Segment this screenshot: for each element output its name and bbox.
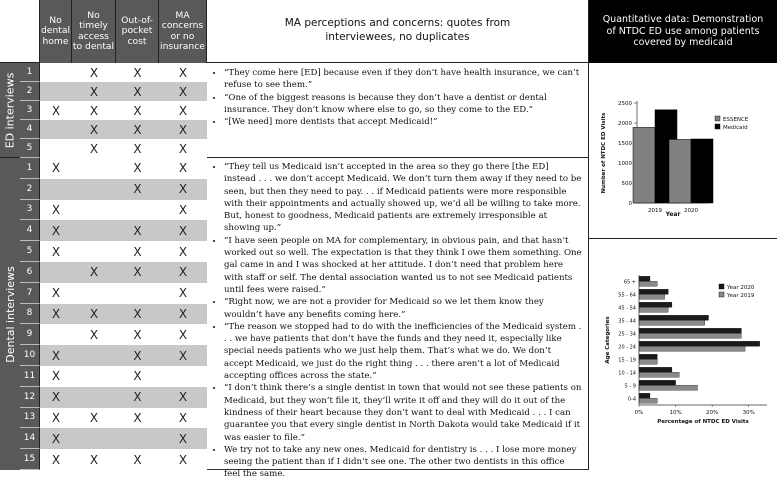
y-tick-label: 20 - 24 [618, 344, 636, 351]
dental-mark-cell: X [159, 283, 207, 304]
hbar-year-2020 [639, 289, 668, 294]
dental-mark-cell: X [40, 241, 72, 262]
col-header-ma-concerns: MA concerns or no insurance [159, 0, 207, 63]
y-tick-label: 45 - 54 [618, 305, 636, 312]
dental-mark-cell [116, 200, 159, 221]
quote-item: • “They tell us Medicaid isn’t accepted in the area so they go there [the ED] instead . . . we don’t accept Medicaid. We don’t turn them away if they need to be seen, but then they need to pay. . . if Medicaid patients were more responsible with their appointments and actually showed up, we’d all be willing to take more. But, honest to goodness, Medicaid patients are extremely irresponsible at showing up.” [224, 161, 582, 235]
bar-medicaid [691, 139, 713, 203]
dental-mark-cell: X [159, 408, 207, 429]
dental-mark-cell: X [159, 387, 207, 408]
col-header-no-timely-access: No timely access to dental [72, 0, 116, 63]
y-tick-label: 10 - 14 [618, 370, 636, 377]
ed-mark-cell: X [116, 82, 159, 101]
dental-mark-cell: X [116, 345, 159, 366]
legend-swatch [719, 284, 724, 289]
x-tick-label: 10% [669, 410, 682, 416]
hbar-year-2020 [639, 367, 672, 372]
dental-row-number: 8 [20, 304, 40, 325]
dental-mark-cell [72, 241, 116, 262]
hbar-year-2020 [639, 393, 650, 398]
y-tick-label: 25 - 34 [618, 331, 636, 338]
dental-row-number: 5 [20, 241, 40, 262]
quote-item: • We try not to take any new ones. Medicaid for dentistry is . . . I lose more money seeing the patient than if I didn’t see one. The other two dentists in this office feel the same. [224, 444, 582, 481]
dental-mark-cell [72, 345, 116, 366]
dental-mark-cell: X [159, 304, 207, 325]
chart-ed-visits-by-year [589, 63, 777, 239]
bar-essence [633, 127, 655, 203]
dental-mark-cell: X [40, 304, 72, 325]
dental-mark-cell: X [116, 241, 159, 262]
legend-swatch [715, 124, 720, 129]
dental-row-number: 6 [20, 262, 40, 283]
legend-label: Year 2020 [727, 285, 755, 291]
dental-row-number: 11 [20, 366, 40, 387]
y-tick-label: 2500 [618, 101, 632, 107]
dental-mark-cell [40, 262, 72, 283]
legend-swatch [719, 292, 724, 297]
y-tick-label: 1000 [618, 161, 632, 167]
y-tick-label: 35 - 44 [618, 318, 636, 325]
ed-row-number: 2 [20, 82, 40, 101]
chart-ed-visits-by-age [589, 239, 777, 470]
dental-mark-cell [116, 283, 159, 304]
y-tick-label: 500 [621, 181, 632, 187]
dental-mark-cell: X [40, 158, 72, 179]
dental-mark-cell: X [159, 179, 207, 200]
ed-mark-cell: X [116, 63, 159, 82]
dental-mark-cell: X [159, 158, 207, 179]
hbar-year-2019 [639, 307, 668, 312]
hbar-year-2019 [639, 372, 679, 377]
dental-mark-cell: X [72, 449, 116, 470]
y-tick-label: 65 + [623, 279, 636, 286]
quote-item: • “The reason we stopped had to do with the inefficiencies of the Medicaid system . . . we have patients that don’t have the funds and they need it, especially like special needs patients who we just help them. That’s what we do. We don’t accept Medicaid, we just do the right thing . . . there aren’t a lot of Medicaid accepting offices across the state.” [224, 321, 582, 382]
ed-mark-cell: X [159, 120, 207, 139]
ed-mark-cell: X [159, 63, 207, 82]
dental-row-number: 12 [20, 387, 40, 408]
hbar-year-2019 [639, 281, 657, 286]
hbar-year-2019 [639, 346, 745, 351]
ed-mark-cell: X [72, 120, 116, 139]
dental-mark-cell [116, 428, 159, 449]
hbar-year-2020 [639, 380, 676, 385]
hbar-year-2020 [639, 354, 657, 359]
dental-mark-cell: X [116, 304, 159, 325]
ed-mark-cell: X [72, 82, 116, 101]
section-label-ed: ED interviews [0, 63, 20, 158]
hbar-year-2020 [639, 276, 650, 281]
dental-mark-cell: X [40, 200, 72, 221]
ed-mark-cell [40, 120, 72, 139]
dental-mark-cell: X [159, 220, 207, 241]
dental-row-number: 10 [20, 345, 40, 366]
ed-mark-cell: X [116, 101, 159, 120]
quote-item: • “I don’t think there’s a single dentist in town that would not see these patients on Medicaid, but they won’t file it, they’ll write it off and they will do it out of the kindness of their heart because they don’t want to deal with Medicaid . . . I can guarantee you that every single dentist in North Dakota would take Medicaid if it was easier to file.” [224, 382, 582, 443]
ed-mark-cell: X [159, 139, 207, 158]
dental-mark-cell: X [116, 387, 159, 408]
dental-mark-cell: X [40, 428, 72, 449]
dental-row-number: 15 [20, 449, 40, 470]
dental-row-number: 1 [20, 158, 40, 179]
legend-label: Year 2019 [727, 293, 755, 299]
ed-mark-cell: X [116, 120, 159, 139]
legend-label: Medicaid [723, 125, 748, 131]
dental-mark-cell: X [40, 387, 72, 408]
ed-row-number: 4 [20, 120, 40, 139]
ed-mark-cell [40, 139, 72, 158]
dental-row-number: 9 [20, 324, 40, 345]
dental-mark-cell [72, 200, 116, 221]
dental-mark-cell: X [40, 366, 72, 387]
y-tick-label: 2000 [618, 121, 632, 127]
dental-row-number: 14 [20, 428, 40, 449]
section-label-dental: Dental interviews [0, 158, 20, 470]
hbar-year-2019 [639, 333, 741, 338]
ed-row-number: 1 [20, 63, 40, 82]
y-tick-label: 15 - 19 [618, 357, 636, 364]
quote-item: • “I have seen people on MA for complementary, in obvious pain, and that hasn’t worked out so well. The expectation is that they think I owe them something. One gal came in and I was shocked at her attitude. I don’t need that problem here with staff or self. The dental association wanted us to not see Medicaid patients until fees were raised.” [224, 235, 582, 296]
corner-cell [0, 0, 40, 63]
quote-item: • “Right now, we are not a provider for Medicaid so we let them know they wouldn’t have any benefits coming here.” [224, 296, 582, 321]
dental-mark-cell: X [116, 449, 159, 470]
dental-mark-cell: X [116, 366, 159, 387]
ed-mark-cell: X [72, 101, 116, 120]
dental-mark-cell: X [159, 241, 207, 262]
dental-mark-cell [159, 366, 207, 387]
bar-essence [669, 139, 691, 203]
hbar-year-2020 [639, 341, 760, 346]
dental-mark-cell: X [116, 408, 159, 429]
col-header-quantitative: Quantitative data: Demonstration of NTDC ED use among patients covered by medicaid [589, 0, 777, 63]
col-header-no-dental-home: No dental home [40, 0, 72, 63]
hbar-year-2020 [639, 315, 708, 320]
dental-row-number: 7 [20, 283, 40, 304]
hbar-year-2019 [639, 320, 705, 325]
legend-label: ESSENCE [723, 117, 749, 123]
quote-item: • “One of the biggest reasons is because they don’t have a dentist or dental insurance. They don’t know where else to go, so they come to the ED.” [224, 92, 582, 117]
chart-1-svg [589, 63, 777, 239]
hbar-year-2020 [639, 328, 741, 333]
dental-row-number: 4 [20, 220, 40, 241]
dental-mark-cell: X [40, 408, 72, 429]
col-header-quotes: MA perceptions and concerns: quotes from interviewees, no duplicates [207, 0, 589, 63]
dental-mark-cell: X [159, 428, 207, 449]
y-tick-label: 5 - 9 [624, 383, 636, 390]
y-tick-label: 0-4 [627, 396, 636, 403]
dental-mark-cell [72, 387, 116, 408]
dental-row-number: 2 [20, 179, 40, 200]
ed-mark-cell: X [159, 82, 207, 101]
dental-mark-cell: X [72, 262, 116, 283]
dental-mark-cell: X [116, 179, 159, 200]
x-tick-label: 0% [634, 410, 644, 416]
y-tick-label: 0 [628, 201, 632, 207]
dental-mark-cell: X [72, 304, 116, 325]
dental-mark-cell [72, 283, 116, 304]
x-axis-label: Percentage of NTDC ED Visits [657, 419, 749, 425]
dental-mark-cell: X [116, 262, 159, 283]
col-header-out-of-pocket: Out-of-pocket cost [116, 0, 159, 63]
dental-mark-cell: X [159, 345, 207, 366]
dental-mark-cell: X [40, 283, 72, 304]
quote-item: • “[We need] more dentists that accept Medicaid!” [224, 116, 582, 128]
dental-mark-cell: X [40, 449, 72, 470]
ed-mark-cell [40, 82, 72, 101]
hbar-year-2019 [639, 294, 665, 299]
ed-mark-cell: X [40, 101, 72, 120]
ed-mark-cell: X [72, 63, 116, 82]
dental-mark-cell: X [40, 220, 72, 241]
y-axis-label: Number of NTDC ED Visits [601, 112, 607, 194]
dental-mark-cell [40, 324, 72, 345]
ed-mark-cell: X [159, 101, 207, 120]
dental-mark-cell: X [116, 324, 159, 345]
dental-mark-cell [72, 220, 116, 241]
x-tick-label: 20% [706, 410, 719, 416]
y-tick-label: 1500 [618, 141, 632, 147]
ed-quotes [207, 63, 589, 158]
dental-mark-cell: X [72, 324, 116, 345]
ed-mark-cell: X [116, 139, 159, 158]
dental-mark-cell: X [159, 262, 207, 283]
x-tick-label: 30% [742, 410, 755, 416]
ed-mark-cell: X [72, 139, 116, 158]
ed-mark-cell [40, 63, 72, 82]
dental-row-number: 13 [20, 408, 40, 429]
ed-row-number: 3 [20, 101, 40, 120]
dental-mark-cell: X [116, 158, 159, 179]
x-tick-label: 2020 [684, 208, 698, 214]
legend-swatch [715, 116, 720, 121]
dental-quotes [207, 158, 589, 480]
chart-2-svg [589, 239, 777, 470]
dental-mark-cell [72, 428, 116, 449]
hbar-year-2019 [639, 359, 657, 364]
dental-mark-cell [72, 366, 116, 387]
y-tick-label: 55 - 64 [618, 292, 636, 299]
hbar-year-2019 [639, 398, 657, 403]
dental-mark-cell: X [116, 220, 159, 241]
hbar-year-2020 [639, 302, 672, 307]
dental-mark-cell [72, 179, 116, 200]
x-axis-label: Year [665, 211, 681, 218]
dental-mark-cell: X [40, 345, 72, 366]
dental-row-number: 3 [20, 200, 40, 221]
dental-mark-cell [72, 158, 116, 179]
dental-mark-cell: X [159, 200, 207, 221]
hbar-year-2019 [639, 385, 698, 390]
dental-mark-cell [40, 179, 72, 200]
quote-item: • “They come here [ED] because even if they don’t have health insurance, we can’t refuse to see them.” [224, 67, 582, 92]
dental-mark-cell: X [72, 408, 116, 429]
x-tick-label: 2019 [648, 208, 662, 214]
ed-row-number: 5 [20, 139, 40, 158]
dental-mark-cell: X [159, 324, 207, 345]
y-axis-label: Age Categories [605, 316, 611, 364]
dental-mark-cell: X [159, 449, 207, 470]
